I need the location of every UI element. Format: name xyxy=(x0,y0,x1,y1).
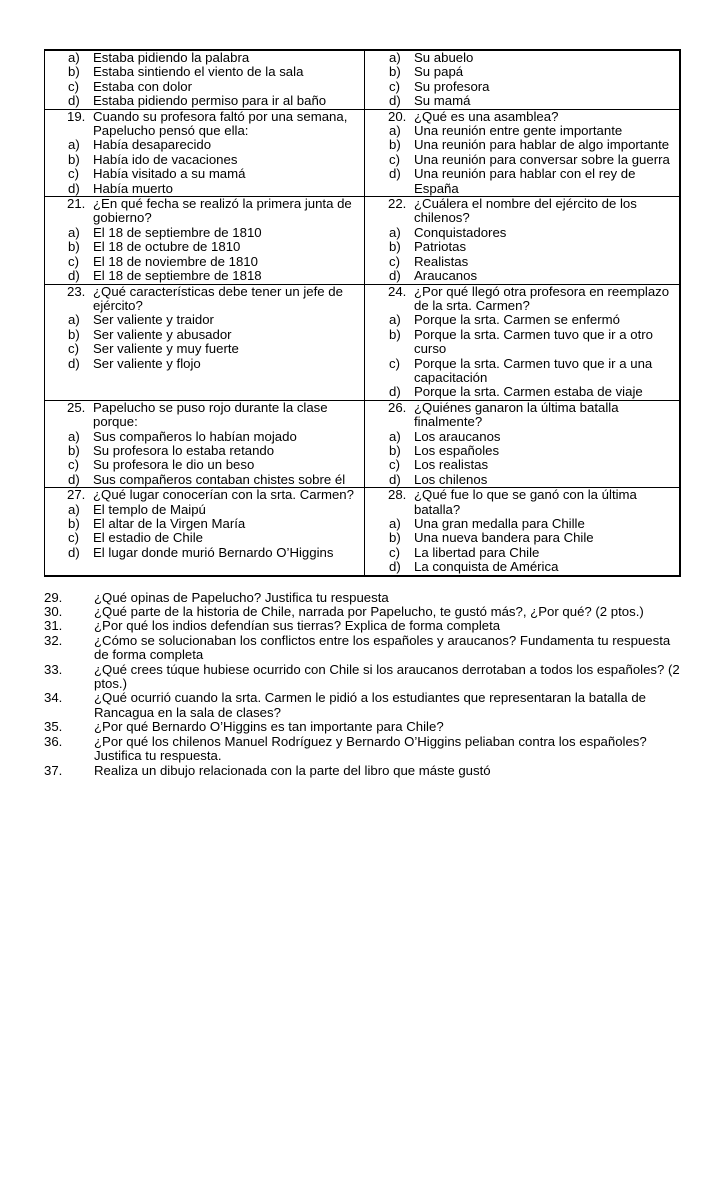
answer-option xyxy=(68,226,362,240)
option-marker: d) xyxy=(68,355,80,371)
option-text: Una nueva bandera para Chile xyxy=(414,530,594,546)
answer-option xyxy=(389,153,677,167)
option-text: Porque la srta. Carmen tuvo que ir a otro curso xyxy=(414,326,653,357)
open-question xyxy=(44,691,684,720)
answer-option xyxy=(389,65,677,79)
open-question xyxy=(44,663,684,692)
left-question-cell xyxy=(45,50,365,109)
option-text: Una reunión para hablar con el rey de España xyxy=(414,166,636,196)
option-text: Había visitado a su mamá xyxy=(93,166,246,182)
option-text: La conquista de América xyxy=(414,559,559,575)
option-marker: c) xyxy=(389,355,400,371)
option-text: Su profesora lo estaba retando xyxy=(93,442,275,458)
question xyxy=(389,197,677,226)
question-number: 26. xyxy=(388,399,407,415)
answer-option xyxy=(68,473,362,487)
answer-option xyxy=(389,94,677,108)
option-text: El 18 de septiembre de 1810 xyxy=(93,224,262,240)
option-text: Una reunión para conversar sobre la guerra xyxy=(414,151,670,167)
option-text: El templo de Maipú xyxy=(93,501,206,517)
question-number: 28. xyxy=(388,487,407,503)
option-text: Ser valiente y traidor xyxy=(93,312,214,328)
question-number: 37. xyxy=(44,762,63,778)
option-text: Patriotas xyxy=(414,239,467,255)
question-text: Papelucho se puso rojo durante la clase porque: xyxy=(93,399,328,430)
open-questions-list xyxy=(44,591,681,778)
option-text: Araucanos xyxy=(414,268,478,284)
option-marker: a) xyxy=(68,312,80,328)
option-text: Una gran medalla para Chille xyxy=(414,516,585,531)
answer-option xyxy=(68,167,362,181)
right-question-cell xyxy=(365,50,681,109)
answer-option xyxy=(389,138,677,152)
answer-option xyxy=(68,531,362,545)
answer-option xyxy=(389,240,677,254)
option-text: El lugar donde murió Bernardo O’Higgins xyxy=(93,544,334,560)
question-row xyxy=(45,109,681,196)
answer-option xyxy=(68,51,362,65)
option-marker: b) xyxy=(389,442,401,458)
option-marker: c) xyxy=(389,253,400,269)
option-marker: d) xyxy=(389,268,401,284)
option-text: Los españoles xyxy=(414,442,500,458)
option-text: Su papá xyxy=(414,64,464,80)
question-row xyxy=(45,488,681,576)
multiple-choice-table xyxy=(44,49,681,577)
answer-option xyxy=(389,51,677,65)
option-marker: b) xyxy=(68,64,80,80)
question-text: Realiza un dibujo relacionada con la parte del libro que máste gustó xyxy=(94,762,491,778)
option-marker: b) xyxy=(68,516,80,531)
option-marker: d) xyxy=(389,384,401,400)
option-text: Había muerto xyxy=(93,180,173,196)
question-row xyxy=(45,400,681,487)
answer-option xyxy=(389,385,677,399)
answer-option xyxy=(389,226,677,240)
option-marker: c) xyxy=(389,457,400,473)
question-number: 27. xyxy=(67,487,86,503)
option-text: Porque la srta. Carmen se enfermó xyxy=(414,312,620,328)
answer-option xyxy=(389,124,677,138)
option-marker: d) xyxy=(389,559,401,575)
question xyxy=(68,488,362,502)
answer-option xyxy=(68,182,362,196)
option-text: Estaba pidiendo la palabra xyxy=(93,50,250,65)
left-question-cell xyxy=(45,284,365,400)
question-text: ¿Qué lugar conocerían con la srta. Carmen? xyxy=(93,487,354,503)
answer-option xyxy=(389,255,677,269)
multiple-choice-body xyxy=(45,50,681,576)
option-text: Ser valiente y flojo xyxy=(93,355,201,371)
option-marker: d) xyxy=(389,93,401,109)
worksheet xyxy=(44,49,681,778)
option-marker: d) xyxy=(68,544,80,560)
question-text: ¿Cómo se solucionaban los conflictos entre los españoles y araucanos? Fundamenta tu respuesta de forma completa xyxy=(94,632,671,663)
option-text: El estadio de Chile xyxy=(93,530,203,546)
option-marker: a) xyxy=(389,312,401,328)
option-marker: d) xyxy=(389,166,401,182)
question-text: ¿Qué es una asamblea? xyxy=(414,108,559,124)
answer-option xyxy=(68,342,362,356)
answer-option xyxy=(389,444,677,458)
open-question xyxy=(44,720,684,734)
option-marker: d) xyxy=(68,180,80,196)
question-number: 19. xyxy=(67,108,86,124)
option-marker: a) xyxy=(389,50,401,65)
option-text: Una reunión para hablar de algo importante xyxy=(414,137,670,153)
option-marker: d) xyxy=(68,471,80,487)
question xyxy=(68,197,362,226)
question-number: 25. xyxy=(67,399,86,415)
option-marker: a) xyxy=(389,516,401,531)
option-marker: a) xyxy=(389,224,401,240)
option-text: Conquistadores xyxy=(414,224,507,240)
option-text: Su mamá xyxy=(414,93,471,109)
option-marker: b) xyxy=(68,239,80,255)
question xyxy=(389,110,677,124)
question xyxy=(68,285,362,314)
option-text: Los chilenos xyxy=(414,471,488,487)
option-marker: c) xyxy=(68,253,79,269)
question-number: 20. xyxy=(388,108,407,124)
question-number: 23. xyxy=(67,283,86,299)
question-text: ¿Cuálera el nombre del ejército de los chilenos? xyxy=(414,196,637,226)
answer-option xyxy=(389,269,677,283)
answer-option xyxy=(389,458,677,472)
question-text: ¿Qué características debe tener un jefe de ejército? xyxy=(93,283,343,313)
option-marker: b) xyxy=(389,239,401,255)
question-text: ¿En qué fecha se realizó la primera junta de gobierno? xyxy=(93,196,352,226)
answer-option xyxy=(68,517,362,531)
option-marker: b) xyxy=(389,64,401,80)
question xyxy=(389,401,677,430)
answer-option xyxy=(68,80,362,94)
answer-option xyxy=(68,328,362,342)
option-text: El 18 de octubre de 1810 xyxy=(93,239,241,255)
option-text: Su profesora xyxy=(414,78,490,94)
question-number: 32. xyxy=(44,632,63,648)
option-text: Había ido de vacaciones xyxy=(93,151,238,167)
open-question xyxy=(44,735,684,764)
question-number: 30. xyxy=(44,604,63,620)
left-question-cell xyxy=(45,400,365,487)
option-marker: d) xyxy=(389,471,401,487)
answer-option xyxy=(68,153,362,167)
option-marker: a) xyxy=(389,428,401,444)
answer-option xyxy=(68,458,362,472)
question-text: ¿Qué parte de la historia de Chile, narrada por Papelucho, te gustó más?, ¿Por qué? (2 ptos.) xyxy=(94,604,644,620)
option-marker: a) xyxy=(68,428,80,444)
question-text: ¿Por qué Bernardo O’Higgins es tan importante para Chile? xyxy=(94,719,444,735)
answer-option xyxy=(389,80,677,94)
option-text: Había desaparecido xyxy=(93,137,212,153)
option-marker: a) xyxy=(68,50,80,65)
option-text: Los realistas xyxy=(414,457,489,473)
option-text: El altar de la Virgen María xyxy=(93,516,246,531)
open-question xyxy=(44,591,684,605)
option-marker: b) xyxy=(389,137,401,153)
answer-option xyxy=(389,313,677,327)
option-marker: a) xyxy=(389,123,401,139)
question xyxy=(68,401,362,430)
question-number: 34. xyxy=(44,690,63,706)
option-text: Realistas xyxy=(414,253,469,269)
open-question xyxy=(44,619,684,633)
option-text: Estaba con dolor xyxy=(93,78,192,94)
option-text: Estaba sintiendo el viento de la sala xyxy=(93,64,304,80)
question-row xyxy=(45,284,681,400)
option-text: El 18 de septiembre de 1818 xyxy=(93,268,262,284)
answer-option xyxy=(68,503,362,517)
question-text: ¿Por qué los chilenos Manuel Rodríguez y Bernardo O’Higgins peliaban contra los españoles? Justifica tu respuesta. xyxy=(94,733,647,764)
option-marker: b) xyxy=(68,326,80,342)
question xyxy=(389,285,677,314)
question-number: 33. xyxy=(44,661,63,677)
answer-option xyxy=(389,357,677,386)
right-question-cell xyxy=(365,400,681,487)
option-text: Estaba pidiendo permiso para ir al baño xyxy=(93,93,327,109)
question-number: 36. xyxy=(44,733,63,749)
option-marker: a) xyxy=(68,137,80,153)
option-text: La libertad para Chile xyxy=(414,544,540,560)
option-marker: a) xyxy=(68,501,80,517)
option-marker: c) xyxy=(389,78,400,94)
option-text: Su profesora le dio un beso xyxy=(93,457,255,473)
answer-option xyxy=(389,430,677,444)
question-text: ¿Qué fue lo que se ganó con la última batalla? xyxy=(414,487,637,517)
answer-option xyxy=(68,546,362,560)
answer-option xyxy=(389,473,677,487)
answer-option xyxy=(389,546,677,560)
answer-option xyxy=(68,444,362,458)
answer-option xyxy=(68,357,362,371)
option-marker: c) xyxy=(68,530,79,546)
question-text: ¿Quiénes ganaron la última batalla finalmente? xyxy=(414,399,619,430)
question xyxy=(389,488,677,517)
answer-option xyxy=(389,167,677,196)
question-number: 35. xyxy=(44,719,63,735)
option-text: Sus compañeros lo habían mojado xyxy=(93,428,297,444)
option-text: El 18 de noviembre de 1810 xyxy=(93,253,258,269)
right-question-cell xyxy=(365,488,681,576)
option-text: Su abuelo xyxy=(414,50,474,65)
answer-option xyxy=(68,65,362,79)
option-text: Ser valiente y muy fuerte xyxy=(93,341,239,357)
answer-option xyxy=(68,255,362,269)
option-marker: c) xyxy=(389,151,400,167)
answer-option xyxy=(68,313,362,327)
option-marker: d) xyxy=(68,268,80,284)
left-question-cell xyxy=(45,109,365,196)
question-number: 31. xyxy=(44,618,63,634)
option-text: Una reunión entre gente importante xyxy=(414,123,623,139)
question-number: 22. xyxy=(388,196,407,212)
option-marker: c) xyxy=(389,544,400,560)
option-marker: b) xyxy=(389,530,401,546)
option-marker: c) xyxy=(68,78,79,94)
option-text: Los araucanos xyxy=(414,428,501,444)
question xyxy=(68,110,362,139)
option-marker: c) xyxy=(68,341,79,357)
answer-option xyxy=(68,269,362,283)
answer-option xyxy=(68,138,362,152)
open-question xyxy=(44,764,684,778)
question-text: Cuando su profesora faltó por una semana, Papelucho pensó que ella: xyxy=(93,108,348,139)
question-number: 29. xyxy=(44,589,63,605)
open-question xyxy=(44,605,684,619)
option-marker: b) xyxy=(389,326,401,342)
option-text: Porque la srta. Carmen tuvo que ir a una capacitación xyxy=(414,355,653,385)
option-marker: b) xyxy=(68,442,80,458)
answer-option xyxy=(389,531,677,545)
option-marker: c) xyxy=(68,457,79,473)
left-question-cell xyxy=(45,197,365,284)
right-question-cell xyxy=(365,109,681,196)
answer-option xyxy=(68,430,362,444)
option-marker: a) xyxy=(68,224,80,240)
answer-option xyxy=(389,560,677,574)
question-number: 24. xyxy=(388,283,407,299)
answer-option xyxy=(389,328,677,357)
question-row xyxy=(45,50,681,109)
right-question-cell xyxy=(365,197,681,284)
question-row xyxy=(45,197,681,284)
open-question xyxy=(44,634,684,663)
left-question-cell xyxy=(45,488,365,576)
answer-option xyxy=(68,240,362,254)
question-text: ¿Por qué llegó otra profesora en reemplazo de la srta. Carmen? xyxy=(414,283,670,313)
answer-option xyxy=(68,94,362,108)
answer-option xyxy=(389,517,677,531)
question-number: 21. xyxy=(67,196,86,212)
question-text: ¿Qué ocurrió cuando la srta. Carmen le pidió a los estudiantes que representaran la batalla de Rancagua en la sala de clases? xyxy=(94,690,647,720)
option-marker: d) xyxy=(68,93,80,109)
question-text: ¿Por qué los indios defendían sus tierras? Explica de forma completa xyxy=(94,618,501,634)
option-marker: c) xyxy=(68,166,79,182)
option-text: Sus compañeros contaban chistes sobre él xyxy=(93,471,346,487)
option-text: Ser valiente y abusador xyxy=(93,326,232,342)
option-text: Porque la srta. Carmen estaba de viaje xyxy=(414,384,643,400)
question-text: ¿Qué opinas de Papelucho? Justifica tu respuesta xyxy=(94,589,389,605)
option-marker: b) xyxy=(68,151,80,167)
right-question-cell xyxy=(365,284,681,400)
question-text: ¿Qué crees túque hubiese ocurrido con Chile si los araucanos derrotaban a todos los españoles? (2 ptos.) xyxy=(94,661,680,692)
